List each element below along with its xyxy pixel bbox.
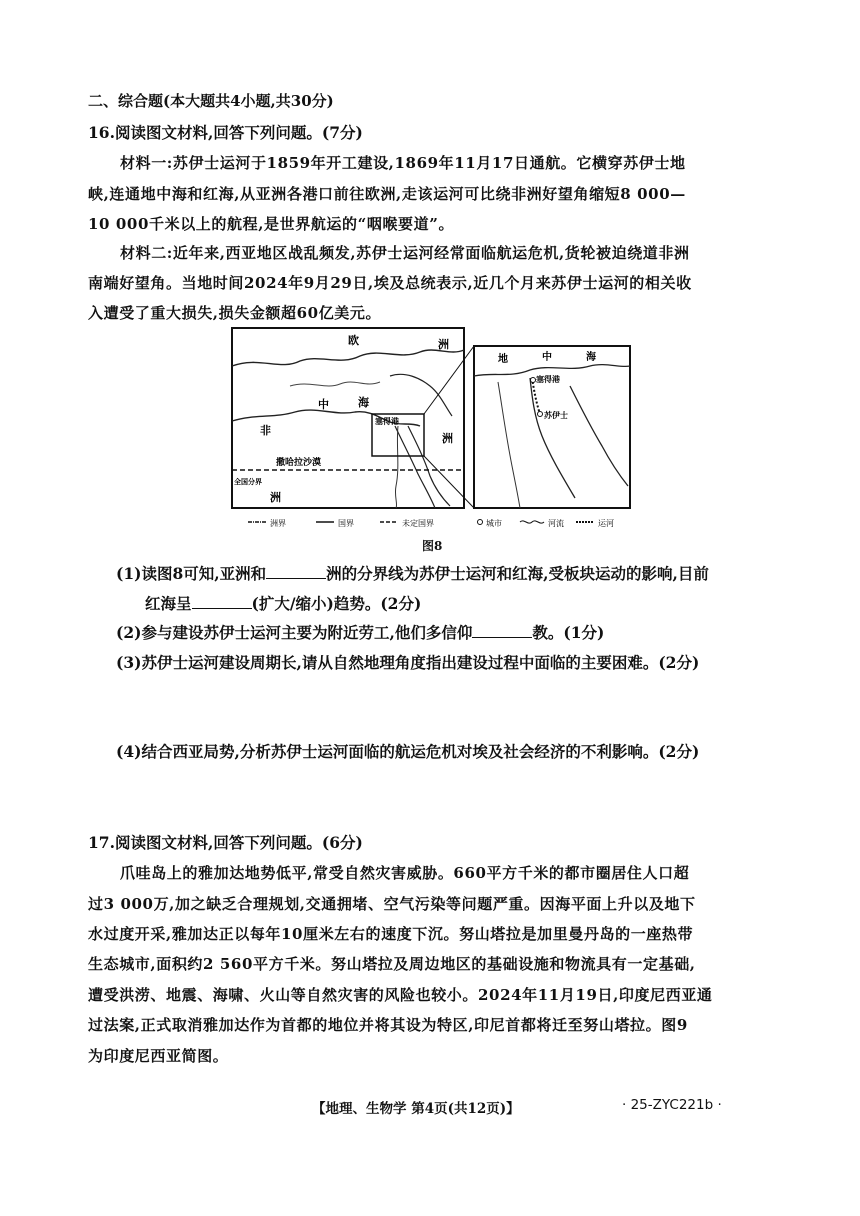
figure-caption: 图8: [422, 539, 443, 553]
label-asia: 洲: [438, 338, 449, 351]
legend-river: 河流: [548, 519, 564, 528]
q17-line: 过3 000万,加之缺乏合理规划,交通拥堵、空气污染等问题严重。因海平面上升以及地下: [88, 895, 696, 913]
material-2-line: 南端好望角。当地时间2024年9月29日,埃及总统表示,近几个月来苏伊士运河的相关收: [88, 274, 692, 292]
question-16-3: (3)苏伊士运河建设周期长,请从自然地理角度指出建设过程中面临的主要困难。(2分): [116, 653, 700, 672]
q16-2-text-b: 教。(1分): [532, 623, 605, 642]
q16-2-text-a: (2)参与建设苏伊士运河主要为附近劳工,他们多信仰: [116, 623, 473, 642]
q17-line: 生态城市,面积约2 560平方千米。努山塔拉及周边地区的基础设施和物流具有一定基础,: [88, 955, 696, 973]
q17-line: 遭受洪涝、地震、海啸、火山等自然灾害的风险也较小。2024年11月19日,印度尼西亚通: [88, 986, 713, 1004]
q17-line: 为印度尼西亚简图。: [88, 1047, 229, 1065]
label-zhou-right: 洲: [442, 432, 453, 445]
question-16-2: [116, 621, 604, 643]
q17-line: 过法案,正式取消雅加达作为首都的地位并将其设为特区,印尼首都将迁至努山塔拉。图9: [88, 1016, 688, 1034]
inset-label-port-said: 塞得港: [536, 375, 560, 384]
legend-national-boundary: 国界: [338, 519, 354, 528]
question-16-1: [116, 562, 709, 584]
material-1-line: 峡,连通地中海和红海,从亚洲各港口前往欧洲,走该运河可比绕非洲好望角缩短8 000—: [88, 185, 686, 203]
answer-blank-3[interactable]: [472, 625, 532, 638]
q16-1b-text-b: (扩大/缩小)趋势。(2分): [251, 594, 422, 613]
material-1-line: 材料一:苏伊士运河于1859年开工建设,1869年11月17日通航。它横穿苏伊士地: [120, 154, 686, 172]
q17-line: 水过度开采,雅加达正以每年10厘米左右的速度下沉。努山塔拉是加里曼丹岛的一座热带: [88, 925, 694, 943]
material-1-line: 10 000千米以上的航程,是世界航运的“咽喉要道”。: [88, 215, 455, 233]
answer-blank-1[interactable]: [266, 566, 326, 579]
material-2-line: 入遭受了重大损失,损失金额超60亿美元。: [88, 304, 382, 322]
label-europe: 欧: [348, 334, 359, 347]
label-mediterranean: 中: [318, 398, 329, 411]
q16-1-text-a: (1)读图8可知,亚洲和: [116, 564, 267, 583]
inset-label-hai: 海: [586, 352, 596, 363]
q16-1b-text-a: 红海呈: [145, 594, 192, 613]
q17-line: 爪哇岛上的雅加达地势低平,常受自然灾害威胁。660平方千米的都市圈居住人口超: [120, 864, 690, 882]
inset-label-suez: 苏伊士: [544, 411, 568, 420]
label-boundary: 全国分界: [234, 478, 262, 486]
label-africa-fei: 非: [260, 424, 271, 437]
page-footer-code: · 25-ZYC221b ·: [622, 1097, 722, 1113]
label-sahara: 撒哈拉沙漠: [276, 458, 322, 468]
suez-canal-map: [230, 326, 632, 534]
legend-city: 城市: [486, 519, 502, 528]
inset-label-di: 地: [498, 354, 508, 365]
answer-blank-2[interactable]: [192, 596, 252, 609]
legend-continent-boundary: 洲界: [270, 519, 286, 528]
legend-undetermined-boundary: 未定国界: [402, 519, 434, 528]
question-16-title: 16.阅读图文材料,回答下列问题。(7分): [88, 123, 363, 142]
section-title: 二、综合题(本大题共4小题,共30分): [88, 92, 334, 110]
q16-1-text-b: 洲的分界线为苏伊士运河和红海,受板块运动的影响,目前: [326, 564, 709, 583]
inset-label-zhong: 中: [542, 352, 552, 363]
question-17-title: 17.阅读图文材料,回答下列问题。(6分): [88, 833, 363, 852]
map-legend: [248, 518, 614, 528]
label-sea: 海: [358, 396, 369, 409]
label-africa-zhou: 洲: [270, 491, 281, 504]
legend-canal: 运河: [598, 519, 614, 528]
question-16-4: (4)结合西亚局势,分析苏伊士运河面临的航运危机对埃及社会经济的不利影响。(2分): [116, 742, 700, 761]
question-16-1b: [145, 592, 421, 614]
page-footer-left: 【地理、生物学 第4页(共12页)】: [312, 1101, 520, 1117]
label-port-said: 塞得港: [375, 417, 399, 426]
material-2-line: 材料二:近年来,西亚地区战乱频发,苏伊士运河经常面临航运危机,货轮被迫绕道非洲: [120, 244, 690, 262]
